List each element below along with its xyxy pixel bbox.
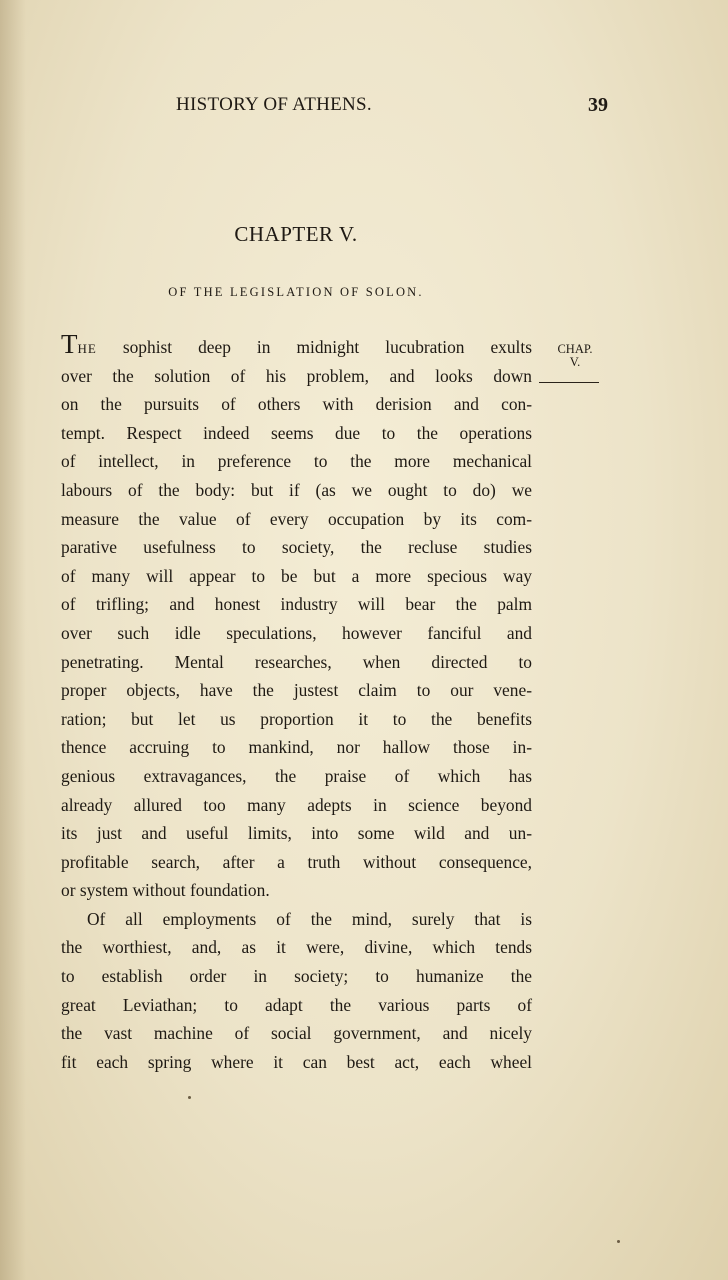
text-line: the vast machine of social government, and nicely xyxy=(61,1023,532,1044)
marginal-note-line-2: V. xyxy=(569,355,581,369)
text-line: penetrating. Mental researches, when directed to xyxy=(61,651,532,672)
text-line: or system without foundation. xyxy=(61,880,270,901)
text-line: fit each spring where it can best act, each wheel xyxy=(61,1051,532,1072)
text-line: its just and useful limits, into some wild and un- xyxy=(61,823,532,844)
text-line: the worthiest, and, as it were, divine, which tends xyxy=(61,937,532,958)
marginal-note-line-1: CHAP. xyxy=(557,342,593,356)
text-line: profitable search, after a truth without consequence, xyxy=(61,851,532,872)
text-line: Of all employments of the mind, surely that is xyxy=(87,908,532,929)
text-line: proper objects, have the justest claim to our vene- xyxy=(61,680,532,701)
text-line: genious extravagances, the praise of which has xyxy=(61,765,532,786)
chapter-subtitle: OF THE LEGISLATION OF SOLON. xyxy=(168,285,424,299)
text-line: measure the value of every occupation by its com- xyxy=(61,508,532,529)
running-head: HISTORY OF ATHENS. xyxy=(176,94,372,115)
chapter-title: CHAPTER V. xyxy=(234,222,358,246)
text-line: of trifling; and honest industry will bear the palm xyxy=(61,594,532,615)
text-line-content: sophist deep in midnight lucubration exults xyxy=(96,337,532,357)
text-line: great Leviathan; to adapt the various parts of xyxy=(61,994,532,1015)
paper-speck xyxy=(617,1240,620,1243)
drop-cap: T xyxy=(61,329,78,359)
small-caps-word: HE xyxy=(77,341,97,356)
text-line: on the pursuits of others with derision and con- xyxy=(61,394,532,415)
text-line: over such idle speculations, however fanciful and xyxy=(61,622,532,643)
text-line: tempt. Respect indeed seems due to the operations xyxy=(61,422,532,443)
text-line: over the solution of his problem, and looks down xyxy=(61,365,532,386)
text-line: parative usefulness to society, the recluse studies xyxy=(61,537,532,558)
text-line: thence accruing to mankind, nor hallow those in- xyxy=(61,737,532,758)
body-text xyxy=(61,329,532,1076)
text-line: ration; but let us proportion it to the benefits xyxy=(61,708,532,729)
marginal-note xyxy=(540,343,610,369)
text-line: labours of the body: but if (as we ought to do) we xyxy=(61,479,532,500)
marginal-rule xyxy=(539,382,599,383)
text-line: of intellect, in preference to the more mechanical xyxy=(61,451,532,472)
text-line: already allured too many adepts in science beyond xyxy=(61,794,532,815)
text-line xyxy=(61,329,532,362)
paper-speck xyxy=(188,1096,191,1099)
gutter-shadow xyxy=(0,0,26,1280)
text-line: of many will appear to be but a more specious way xyxy=(61,565,532,586)
text-line: to establish order in society; to humanize the xyxy=(61,966,532,987)
page-number: 39 xyxy=(588,94,608,116)
